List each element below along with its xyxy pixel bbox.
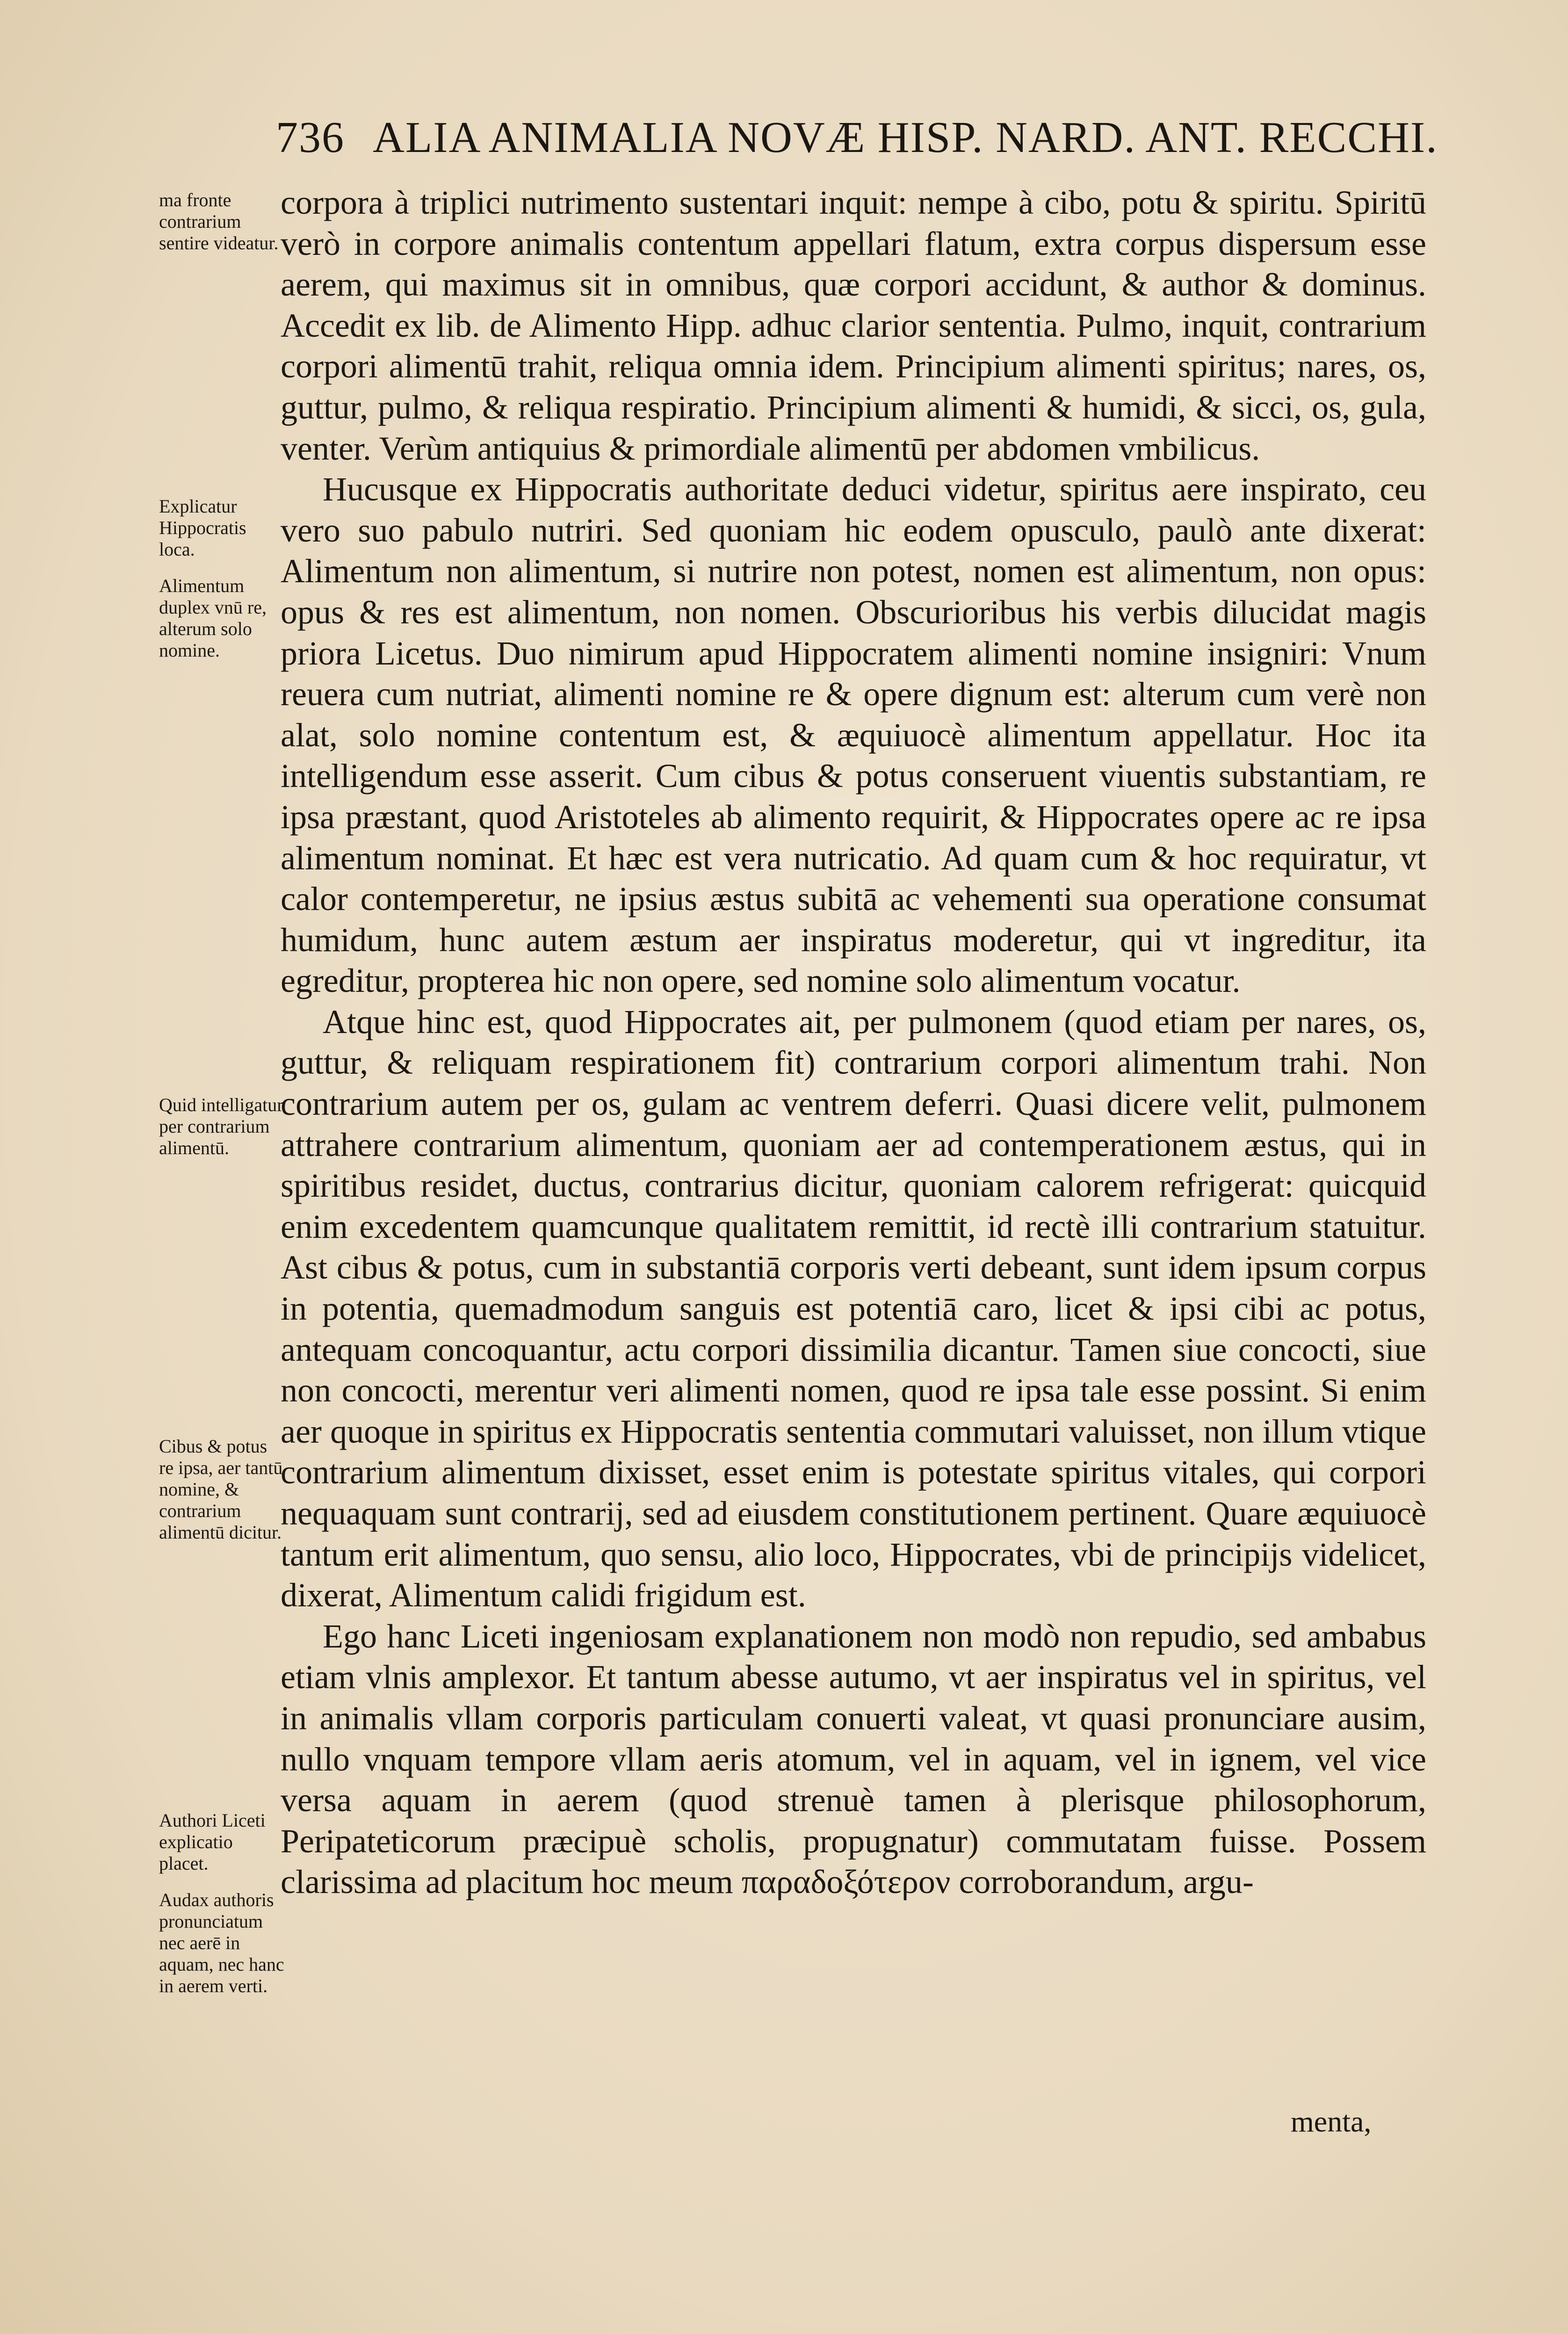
- marginal-note: ma fronte contrarium sentire videatur.: [159, 189, 279, 253]
- paragraph: corpora à triplici nutrimento sustentari inquit: nempe à cibo, potu & spiritu. Spiritū verò in corpore animalis contentum appellari flatum, extra corpus dispersum esse aerem, qui maximus sit in omnibus, quæ corpori accidunt, & author & dominus. Accedit ex lib. de Alimento Hipp. adhuc clarior sententia. Pulmo, inquit, contrarium corpori alimentū trahit, reliqua omnia idem. Principium alimenti spiritus; nares, os, guttur, pulmo, & reliqua respiratio. Principium alimenti & humidi, & sicci, os, gula, venter. Verùm antiquius & primordiale alimentū per abdomen vmbilicus.: [281, 184, 1426, 467]
- main-text: [281, 182, 1426, 1903]
- page-header: [276, 112, 1438, 178]
- marginal-note: Alimentum duplex vnū re, alterum solo nomine.: [159, 575, 267, 661]
- page-number: 736: [276, 113, 345, 162]
- running-title: ALIA ANIMALIA NOVÆ HISP. NARD. ANT. RECCHI.: [373, 113, 1438, 162]
- paragraph: Hucusque ex Hippocratis authoritate deduci videtur, spiritus aere inspirato, ceu vero suo pabulo nutriri. Sed quoniam hic eodem opusculo, paulò ante dixerat: Alimentum non alimentum, si nutrire non potest, nomen est alimentum, non opus: opus & res est alimentum, non nomen. Obscurioribus his verbis dilucidat magis priora Licetus. Duo nimirum apud Hippocratem alimenti nomine insigniri: Vnum reuera cum nutriat, alimenti nomine re & opere dignum est: alterum cum verè non alat, solo nomine contentum est, & æquiuocè alimentum appellatur. Hoc ita intelligendum esse asserit. Cum cibus & potus conseruent viuentis substantiam, re ipsa præstant, quod Aristoteles ab alimento requirit, & Hippocrates opere ac re ipsa alimentum nominat. Et hæc est vera nutricatio. Ad quam cum & hoc requiratur, vt calor contemperetur, ne ipsius æstus subitā ac vehementi sua operatione consumat humidum, hunc autem æstum aer inspiratus moderetur, qui vt ingreditur, ita egreditur, propterea hic non opere, sed nomine solo alimentum vocatur.: [281, 470, 1426, 1000]
- catchword: menta,: [1291, 2105, 1372, 2138]
- paragraph: Atque hinc est, quod Hippocrates ait, per pulmonem (quod etiam per nares, os, guttur, & reliquam respirationem fit) contrarium corpori alimentum trahi. Non contrarium autem per os, gulam ac ventrem deferri. Quasi dicere velit, pulmonem attrahere contrarium alimentum, quoniam aer ad contemperationem æstus, qui in spiritibus residet, ductus, contrarius dicitur, quoniam calorem refrigerat: quicquid enim excedentem quamcunque qualitatem remittit, id rectè illi contrarium statuitur. Ast cibus & potus, cum in substantiā corporis verti debeant, sunt idem ipsum corpus in potentia, quemadmodum sanguis est potentiā caro, licet & ipsi cibi ac potus, antequam concoquantur, actu corpori dissimilia dicantur. Tamen siue concocti, siue non concocti, merentur veri alimenti nomen, quod re ipsa tale esse possint. Si enim aer quoque in spiritus ex Hippocratis sententia commutari valuisset, non illum vtique contrarium alimentum dixisset, esset enim is potestate spiritus vitales, qui corpori nequaquam sunt contrarij, sed ad eiusdem constitutionem pertinent. Quare æquiuocè tantum erit alimentum, quo sensu, alio loco, Hippocrates, vbi de principijs videlicet, dixerat, Alimentum calidi frigidum est.: [281, 1003, 1426, 1614]
- marginal-note: Explicatur Hippocratis loca.: [159, 496, 246, 560]
- marginal-note: Audax authoris pronunciatum nec aerē in aquam, nec hanc in aerem verti.: [159, 1889, 284, 1996]
- marginal-note: Cibus & potus re ipsa, aer tantū nomine, & contrarium alimentū dicitur.: [159, 1436, 283, 1543]
- paragraph: Ego hanc Liceti ingeniosam explanationem non modò non repudio, sed ambabus etiam vlnis amplexor. Et tantum abesse autumo, vt aer inspiratus vel in spiritus, vel in animalis vllam corporis particulam conuerti valeat, vt quasi pronunciare ausim, nullo vnquam tempore vllam aeris atomum, vel in aquam, vel in ignem, vel vice versa aquam in aerem (quod strenuè tamen à plerisque philosophorum, Peripateticorum præcipuè scholis, propugnatur) commutatam fuisse. Possem clarissima ad placitum hoc meum παραδοξότερον corroborandum, argu-: [281, 1617, 1426, 1901]
- marginal-note: Authori Liceti explicatio placet.: [159, 1810, 266, 1874]
- marginal-note: Quid intelligatur per contrarium alimentū.: [159, 1094, 283, 1158]
